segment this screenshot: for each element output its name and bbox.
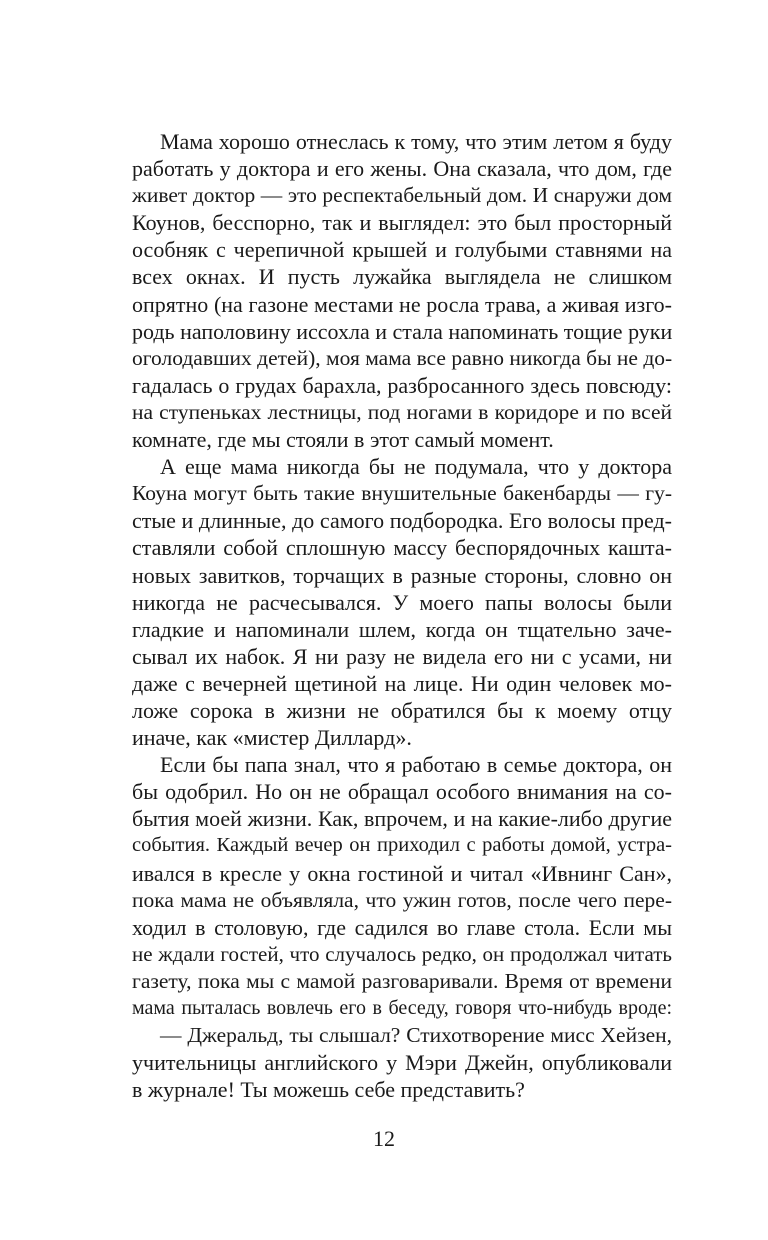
text-line: ставляли собой сплошную массу беспорядочных кашта- bbox=[132, 535, 672, 561]
text-line: Коуна могут быть такие внушительные бакенбарды — гу- bbox=[132, 481, 672, 506]
text-line: ивался в кресле у окна гостиной и читал «Ивнинг Сан», bbox=[132, 860, 672, 886]
text-line: иначе, как «мистер Диллард». bbox=[132, 725, 412, 751]
text-line: бы одобрил. Но он не обращал особого внимания на со- bbox=[132, 779, 672, 805]
text-line: ложе сорока в жизни не обратился бы к моему отцу bbox=[132, 697, 672, 723]
text-line: на ступеньках лестницы, под ногами в коридоре и по всей bbox=[132, 399, 672, 424]
text-line: особняк с черепичной крышей и голубыми ставнями на bbox=[132, 237, 672, 263]
text-line: — Джеральд, ты слышал? Стихотворение мисс Хейзен, bbox=[160, 1023, 672, 1048]
text-line: живет доктор — это респектабельный дом. И снаружи дом bbox=[132, 183, 672, 208]
text-line: новых завитков, торчащих в разные стороны, словно он bbox=[132, 562, 672, 588]
text-line: работать у доктора и его жены. Она сказала, что дом, где bbox=[132, 156, 672, 182]
text-line: даже с вечерней щетиной на лице. Ни один человек мо- bbox=[132, 670, 672, 696]
text-line: не ждали гостей, что случалось редко, он продолжал читать bbox=[132, 941, 672, 966]
text-line: Если бы папа знал, что я работаю в семье доктора, он bbox=[160, 752, 672, 778]
text-line: гладкие и напоминали шлем, когда он тщательно заче- bbox=[132, 616, 672, 642]
text-line: учительницы английского у Мэри Джейн, опубликовали bbox=[132, 1050, 672, 1076]
text-line: бытия моей жизни. Как, впрочем, и на какие-либо другие bbox=[132, 806, 672, 832]
text-line: события. Каждый вечер он приходил с работы домой, устра- bbox=[132, 834, 672, 857]
text-line: в журнале! Ты можешь себе представить? bbox=[132, 1077, 525, 1103]
text-line: гадалась о грудах барахла, разбросанного здесь повсюду: bbox=[132, 372, 672, 398]
text-line: стые и длинные, до самого подбородка. Его волосы пред- bbox=[132, 508, 672, 534]
page-number: 12 bbox=[373, 1126, 395, 1151]
text-line: комнате, где мы стояли в этот самый момент. bbox=[132, 427, 554, 453]
text-line: А еще мама никогда бы не подумала, что у доктора bbox=[160, 454, 672, 480]
text-line: родь наполовину иссохла и стала напоминать тощие руки bbox=[132, 318, 673, 344]
text-line: Мама хорошо отнеслась к тому, что этим летом я буду bbox=[160, 129, 672, 154]
text-line: Коунов, бесспорно, так и выглядел: это был просторный bbox=[132, 210, 672, 236]
text-line: мама пыталась вовлечь его в беседу, говоря что-нибудь вроде: bbox=[132, 997, 672, 1019]
text-line: никогда не расчесывался. У моего папы волосы были bbox=[132, 589, 672, 615]
text-line: пока мама не объявляла, что ужин готов, после чего пере- bbox=[132, 887, 672, 912]
text-line: опрятно (на газоне местами не росла трава, а живая изго- bbox=[132, 291, 672, 317]
body-text bbox=[132, 128, 672, 1103]
text-line: газету, пока мы с мамой разговаривали. Время от времени bbox=[132, 968, 672, 993]
text-line: ходил в столовую, где садился во главе стола. Если мы bbox=[132, 914, 672, 940]
text-line: оголодавших детей), моя мама все равно никогда бы не до- bbox=[132, 345, 673, 370]
text-line: всех окнах. И пусть лужайка выглядела не слишком bbox=[132, 264, 672, 290]
text-line: сывал их набок. Я ни разу не видела его ни с усами, ни bbox=[132, 643, 672, 669]
